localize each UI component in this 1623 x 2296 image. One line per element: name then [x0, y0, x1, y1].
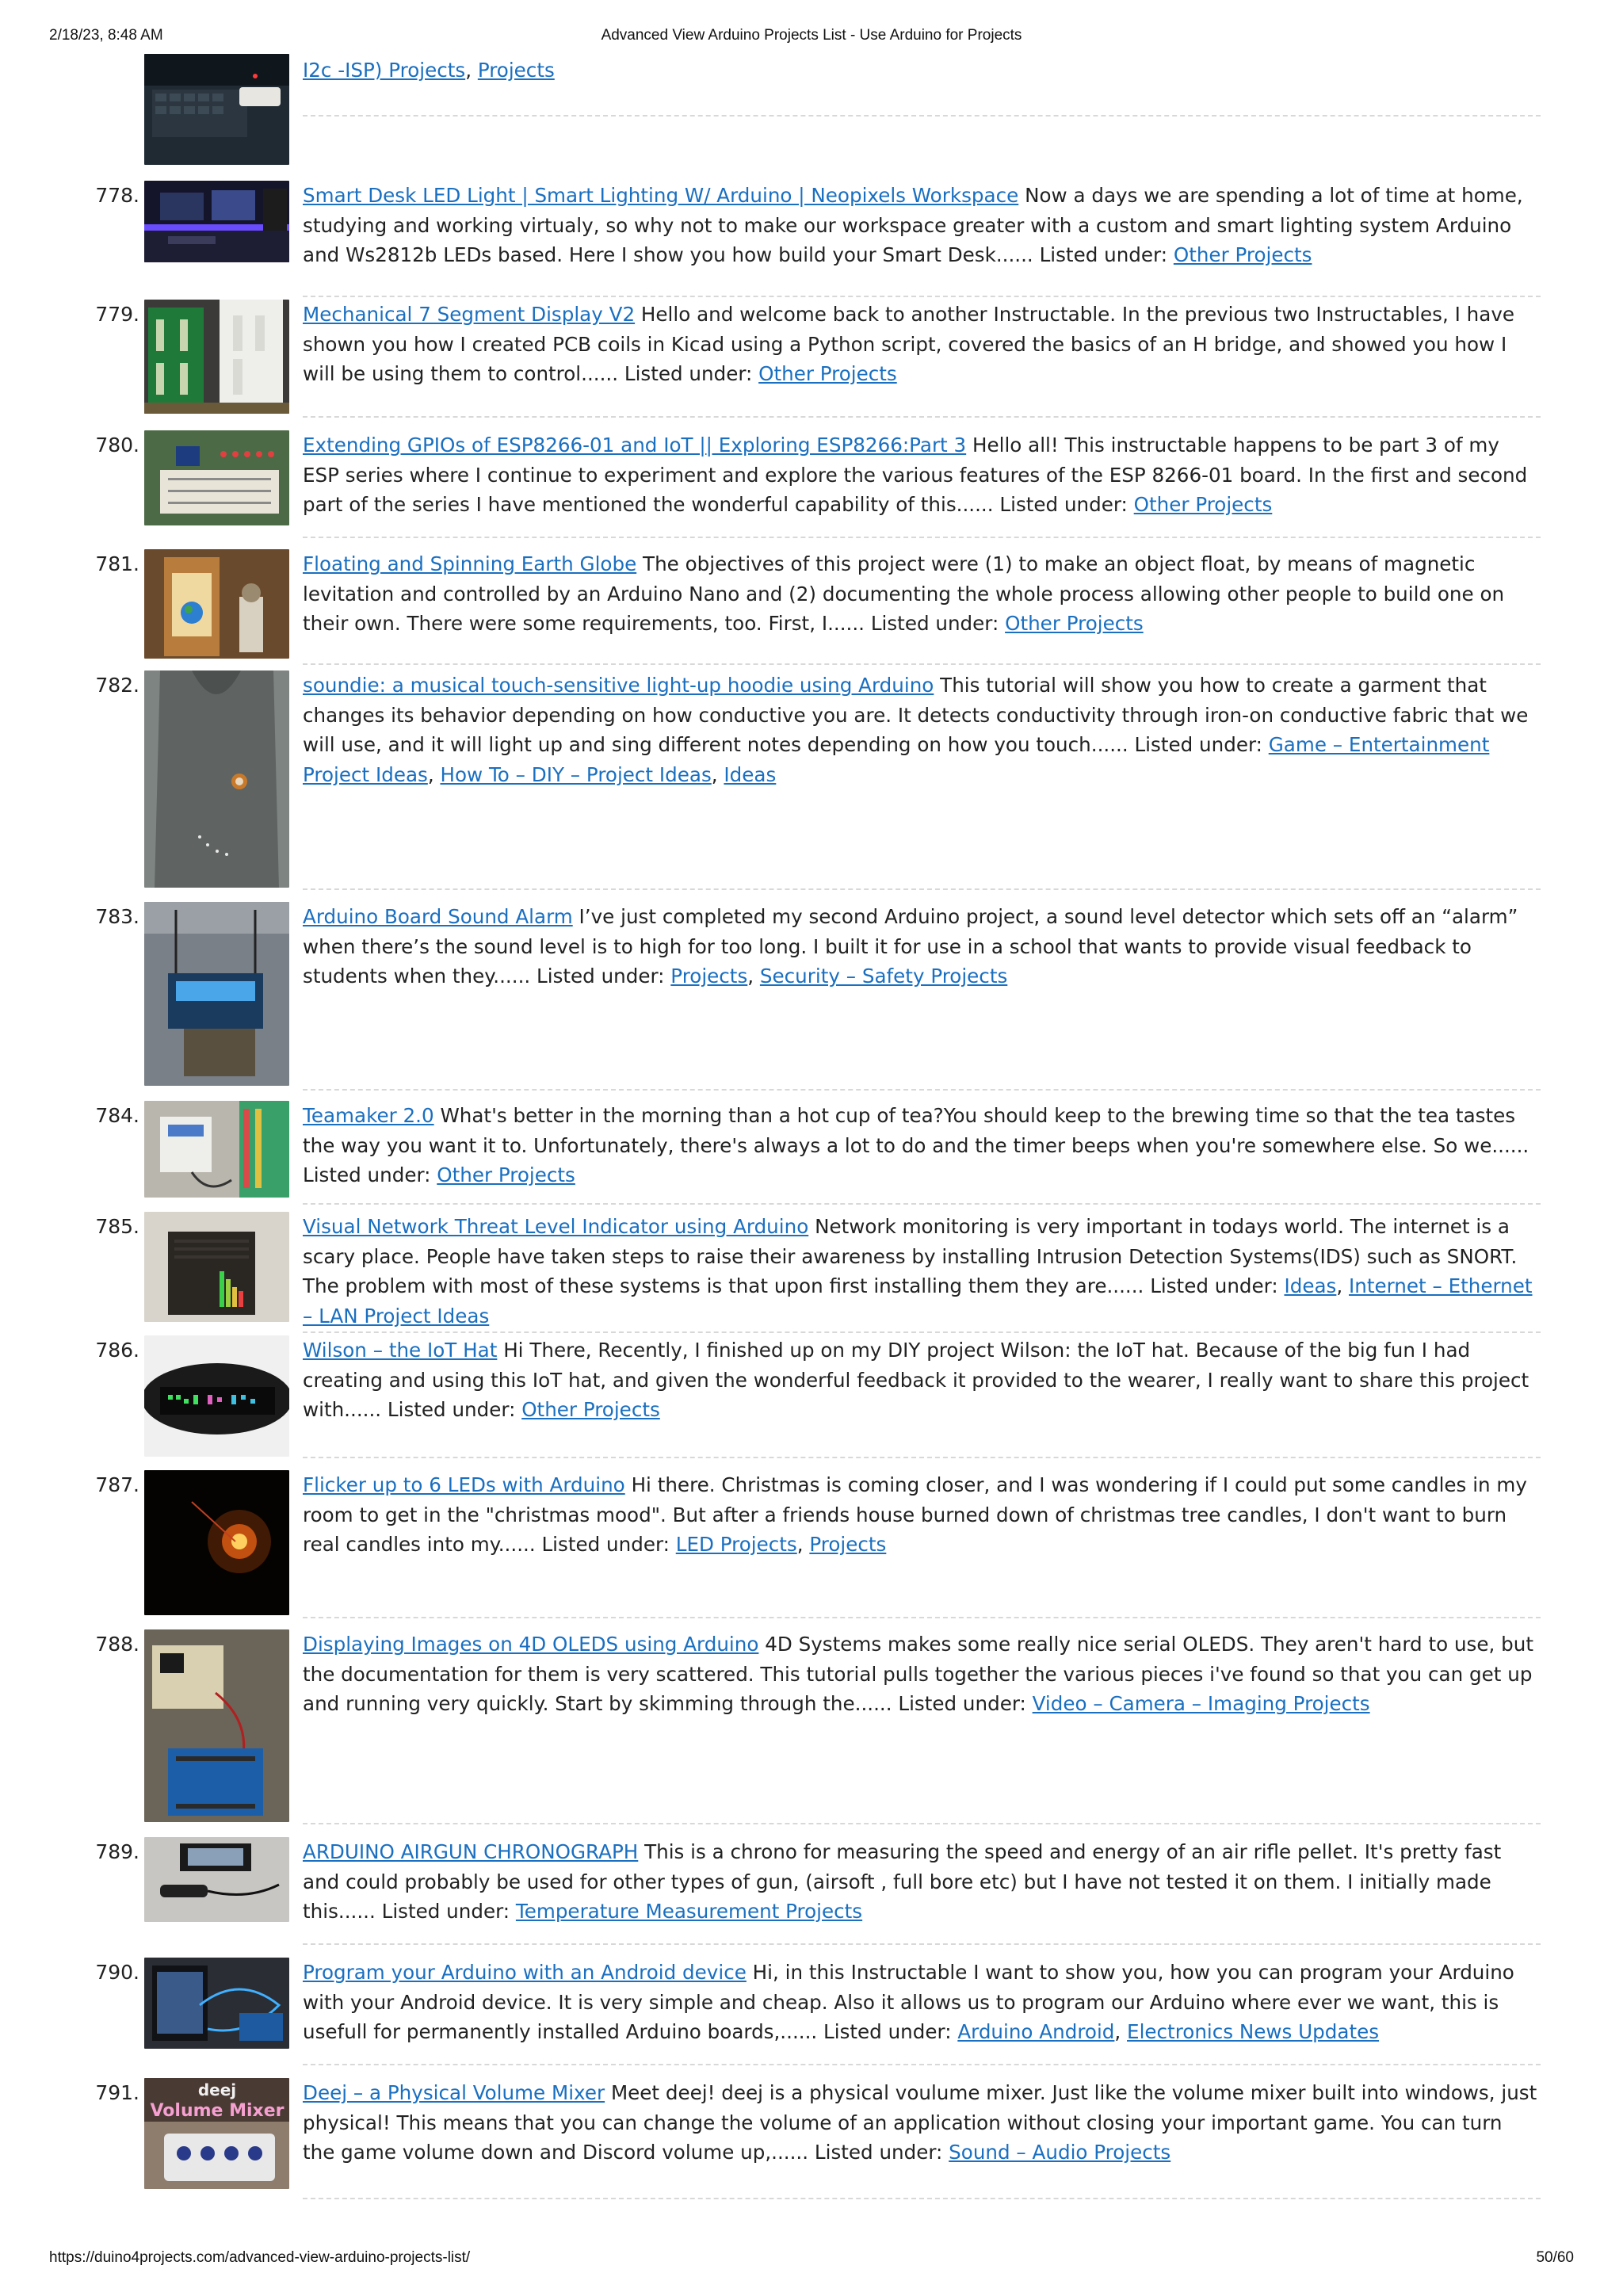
entry-thumbnail[interactable] — [144, 430, 289, 525]
category-link[interactable]: How To – DIY – Project Ideas — [440, 762, 712, 786]
project-description: Hi there. Christmas is coming closer, and I was wondering if I could put some candles in my room to get in the "christmas mood". But after a friends house burned down of christmas tree candles, I don't want to burn real candles into my...... — [303, 1473, 1527, 1556]
entry-text — [303, 300, 1539, 389]
project-photo-image — [144, 1101, 289, 1198]
project-description: Hello and welcome back to another Instructable. In the previous two Instructables, I have shown you how I created PCB coils in Kicad using a Python script, covered the basics of an H bridge, and showed you how I will be using them to control...... — [303, 303, 1515, 385]
category-link[interactable]: Sound – Audio Projects — [949, 2141, 1171, 2164]
project-description: This is a chrono for measuring the speed and energy of an air rifle pellet. It's pretty fast and could probably be used for other types of gun, (airsoft , full bore etc) but I have not tested it on them. I initially made this...... — [303, 1840, 1502, 1923]
entry-text — [303, 549, 1539, 639]
entry-number: 782. — [95, 674, 139, 697]
entry-text: Program your Arduino with an Android device Hi, in this Instructable I want to show you, how you can program your Arduino with your Android device. It is very simple and cheap. Also it allows us to program our Arduino where ever we want, this is usefull for permanently installed Arduino boards,...... Listed under: Arduino Android, Electronics News Updates — [303, 1961, 1514, 2043]
entry-number: 790. — [95, 1961, 139, 1984]
project-title-link[interactable]: Deej – a Physical Volume Mixer — [303, 2081, 605, 2104]
project-photo-image — [144, 2078, 289, 2189]
project-title-link[interactable]: soundie: a musical touch-sensitive light-up hoodie using Arduino — [303, 674, 934, 697]
entry-separator — [303, 1457, 1541, 1458]
project-title-link[interactable]: Smart Desk LED Light | Smart Lighting W/ Arduino | Neopixels Workspace — [303, 184, 1019, 207]
entry-separator — [303, 2198, 1541, 2199]
category-link[interactable]: LED Projects — [675, 1533, 797, 1556]
entry-thumbnail[interactable] — [144, 300, 289, 414]
entry-separator — [303, 115, 1541, 117]
project-title-link[interactable]: Visual Network Threat Level Indicator using Arduino — [303, 1215, 809, 1238]
entry-text — [303, 1335, 1539, 1425]
category-link[interactable]: Other Projects — [1173, 243, 1312, 266]
entry-number: 787. — [95, 1473, 139, 1496]
entry-separator — [303, 1617, 1541, 1618]
entry-thumbnail[interactable] — [144, 181, 289, 262]
entry-number: 779. — [95, 303, 139, 326]
entry-number: 780. — [95, 434, 139, 457]
listed-under-label: Listed under: — [1134, 733, 1262, 756]
category-link[interactable]: Ideas — [724, 762, 777, 786]
entry-text: Visual Network Threat Level Indicator using Arduino Network monitoring is very important in todays world. The internet is a scary place. People have taken steps to raise their awareness by installing Intrusion Detection Systems(IDS) such as SNORT. The problem with most of these systems is that upon first installing them they are...... Listed under: Ideas, Internet – Ethernet – LAN Project Ideas — [303, 1215, 1533, 1328]
category-link[interactable]: Other Projects — [758, 362, 897, 385]
listed-under-label: Listed under: — [387, 1398, 516, 1421]
project-description: The objectives of this project were (1) to make an object float, by means of magnetic levitation and controlled by an Arduino Nano and (2) documenting the whole process allowing other people to build one on their own. There were some requirements, too. First, I...... — [303, 552, 1505, 635]
entry-number: 781. — [95, 552, 139, 575]
listed-under-label: Listed under: — [541, 1533, 670, 1556]
project-title-link[interactable]: Program your Arduino with an Android device — [303, 1961, 747, 1984]
entry-thumbnail[interactable] — [144, 1335, 289, 1457]
entry-number: 788. — [95, 1633, 139, 1656]
entry-thumbnail[interactable] — [144, 2078, 289, 2189]
entry-text — [303, 1629, 1539, 1719]
project-title-link[interactable]: Extending GPIOs of ESP8266-01 and IoT || Exploring ESP8266:Part 3 — [303, 434, 967, 457]
entry-separator — [303, 1943, 1541, 1945]
category-link[interactable]: Other Projects — [521, 1398, 660, 1421]
project-photo-image — [144, 1629, 289, 1822]
listed-under-label: Listed under: — [814, 2141, 943, 2164]
project-description: This tutorial will show you how to create a garment that changes its behavior depending on how conductive you are. It detects conductivity through iron-on conductive fabric that we will use, and it will light up and sing different notes depending on how you touch...... — [303, 674, 1529, 756]
entry-separator — [303, 1089, 1541, 1091]
entry-thumbnail[interactable] — [144, 670, 289, 888]
print-page-title: Advanced View Arduino Projects List - Use Arduino for Projects — [601, 27, 1022, 44]
listed-under-label: Listed under: — [1150, 1274, 1278, 1297]
listed-under-label: Listed under: — [381, 1900, 510, 1923]
listed-under-label: Listed under: — [898, 1692, 1026, 1715]
project-description: Meet deej! deej is a physical voulume mixer. Just like the volume mixer built into windows, just physical! This means that you can change the volume of an application without closing your important game. You can turn the game volume down and Discord volume up,...... — [303, 2081, 1537, 2164]
entry-thumbnail[interactable] — [144, 549, 289, 659]
listed-under-label: Listed under: — [870, 612, 999, 635]
continued-entry — [0, 54, 1623, 165]
entry-text — [303, 2078, 1539, 2168]
keyboard-photo-image — [144, 54, 289, 165]
project-description: I’ve just completed my second Arduino project, a sound level detector which sets off an “alarm” when there’s the sound level is to high for too long. I built it for use in a school that wants to provide visual feedback to students when they...... — [303, 905, 1518, 988]
entry-separator — [303, 416, 1541, 418]
category-link[interactable]: Projects — [670, 965, 748, 988]
entry-thumbnail[interactable] — [144, 1837, 289, 1922]
category-link[interactable]: Arduino Android — [957, 2020, 1115, 2043]
entry-text — [303, 1837, 1539, 1927]
entry-text: soundie: a musical touch-sensitive light-up hoodie using Arduino This tutorial will show you how to create a garment that changes its behavior depending on how conductive you are. It detects conductivity through iron-on conductive fabric that we will use, and it will light up and sing different notes depending on how you touch...... Listed under: Game – Entertainment Project Ideas, How To – DIY – Project Ideas, Ideas — [303, 674, 1529, 786]
project-title-link[interactable]: Wilson – the IoT Hat — [303, 1339, 498, 1362]
category-link[interactable]: I2c -ISP) Projects — [303, 59, 466, 82]
entry-separator — [303, 296, 1541, 297]
entry-separator — [303, 1203, 1541, 1205]
listed-under-label: Listed under: — [537, 965, 665, 988]
category-link[interactable]: Projects — [809, 1533, 887, 1556]
listed-under-label: Listed under: — [624, 362, 753, 385]
entry-text: Flicker up to 6 LEDs with Arduino Hi there. Christmas is coming closer, and I was wondering if I could put some candles in my room to get in the "christmas mood". But after a friends house burned down of christmas tree candles, I don't want to burn real candles into my...... Listed under: LED Projects, Projects — [303, 1473, 1527, 1556]
print-page-url: https://duino4projects.com/advanced-view-arduino-projects-list/ — [49, 2249, 471, 2266]
deej-thumb-title: deej — [197, 2080, 237, 2099]
project-title-link[interactable]: Floating and Spinning Earth Globe — [303, 552, 637, 575]
project-photo-image — [144, 1212, 289, 1322]
entry-text — [303, 181, 1539, 270]
deej-thumb-subtitle: Volume Mixer — [150, 2101, 285, 2121]
entry-thumbnail[interactable] — [144, 1629, 289, 1822]
entry-number: 784. — [95, 1104, 139, 1127]
project-title-link[interactable]: Arduino Board Sound Alarm — [303, 905, 573, 928]
category-link[interactable]: Temperature Measurement Projects — [515, 1900, 863, 1923]
project-title-link[interactable]: Displaying Images on 4D OLEDS using Arduino — [303, 1633, 759, 1656]
entry-separator — [303, 537, 1541, 538]
project-description: Hello all! This instructable happens to be part 3 of my ESP series where I continue to experiment and explore the various features of the ESP 8266-01 board. In the first and second part of the series I have mentioned the wonderful capability of this...... — [303, 434, 1528, 516]
project-title-link[interactable]: Teamaker 2.0 — [303, 1104, 434, 1127]
category-link[interactable]: Other Projects — [1005, 612, 1144, 635]
category-link[interactable]: Game – Entertainment Project Ideas — [303, 733, 1490, 786]
entry-text — [303, 1101, 1539, 1190]
category-link[interactable]: Other Projects — [1133, 493, 1273, 516]
project-photo-image — [144, 1837, 289, 1922]
category-link[interactable]: Projects — [477, 59, 555, 82]
project-photo-image — [144, 902, 289, 1086]
project-description: Hi, in this Instructable I want to show you, how you can program your Arduino with your Android device. It is very simple and cheap. Also it allows us to program our Arduino where ever we want, this is usefull for permanently installed Arduino boards,...... — [303, 1961, 1514, 2043]
entry-thumbnail[interactable] — [144, 1470, 289, 1615]
project-photo-image — [144, 670, 289, 888]
category-link[interactable]: Security – Safety Projects — [759, 965, 1008, 988]
category-link[interactable]: Video – Camera – Imaging Projects — [1032, 1692, 1370, 1715]
project-title-link[interactable]: Mechanical 7 Segment Display V2 — [303, 303, 636, 326]
entry-thumbnail[interactable] — [144, 1212, 289, 1322]
project-description: Network monitoring is very important in todays world. The internet is a scary place. People have taken steps to raise their awareness by installing Intrusion Detection Systems(IDS) such as SNORT. The problem with most of these systems is that upon first installing them they are...... — [303, 1215, 1518, 1297]
entry-separator — [303, 663, 1541, 665]
entry-separator — [303, 1823, 1541, 1824]
entry-number: 791. — [95, 2081, 139, 2104]
project-photo-image — [144, 430, 289, 525]
listed-under-label: Listed under: — [823, 2020, 952, 2043]
entry-thumbnail[interactable] — [144, 1101, 289, 1198]
entry-separator — [303, 888, 1541, 890]
project-photo-image — [144, 1470, 289, 1615]
entry-text — [303, 430, 1539, 520]
category-link[interactable]: Electronics News Updates — [1127, 2020, 1380, 2043]
project-photo-image — [144, 300, 289, 414]
project-description: Now a days we are spending a lot of time at home, studying and working virtualy, so why not to make our workspace greater with a custom and smart lighting system Arduino and Ws2812b LEDs based. Here I show you how build your Smart Desk...... — [303, 184, 1523, 266]
project-description: 4D Systems makes some really nice serial OLEDS. They aren't hard to use, but the documentation for them is very scattered. This tutorial pulls together the various pieces i've found so that you can get up and running very quickly. Start by skimming through the...... — [303, 1633, 1533, 1715]
category-link[interactable]: Other Projects — [437, 1163, 575, 1186]
continued-entry-text: I2c -ISP) Projects, Projects — [303, 59, 555, 82]
continued-entry-thumbnail[interactable] — [144, 54, 289, 165]
project-photo-image — [144, 181, 289, 262]
entry-number: 778. — [95, 184, 139, 207]
entry-thumbnail[interactable] — [144, 1958, 289, 2049]
category-link[interactable]: Internet – Ethernet – LAN Project Ideas — [303, 1274, 1533, 1328]
project-description: Hi There, Recently, I finished up on my DIY project Wilson: the IoT hat. Because of the big fun I had creating and using this IoT hat, and given the wonderful feedback it provided to the wearer, I really want to share this project with...... — [303, 1339, 1529, 1421]
entry-separator — [303, 1331, 1541, 1333]
project-photo-image — [144, 1335, 289, 1457]
category-link[interactable]: Ideas — [1284, 1274, 1337, 1297]
listed-under-label: Listed under: — [303, 1163, 431, 1186]
listed-under-label: Listed under: — [1039, 243, 1168, 266]
print-footer — [0, 2249, 1623, 2273]
entry-number: 785. — [95, 1215, 139, 1238]
project-title-link[interactable]: Flicker up to 6 LEDs with Arduino — [303, 1473, 625, 1496]
project-description: What's better in the morning than a hot cup of tea?You should keep to the brewing time so that the tea tastes the way you want it to. Unfortunately, there's always a lot to do and the timer beeps when you're somewhere else. So we...... — [303, 1104, 1529, 1157]
entry-text: Arduino Board Sound Alarm I’ve just completed my second Arduino project, a sound level detector which sets off an “alarm” when there’s the sound level is to high for too long. I built it for use in a school that wants to provide visual feedback to students when they...... Listed under: Projects, Security – Safety Projects — [303, 905, 1518, 988]
entry-number: 789. — [95, 1840, 139, 1863]
print-header — [0, 27, 1623, 51]
print-page-number: 50/60 — [1536, 2249, 1574, 2266]
project-title-link[interactable]: ARDUINO AIRGUN CHRONOGRAPH — [303, 1840, 639, 1863]
entry-number: 783. — [95, 905, 139, 928]
entry-number: 786. — [95, 1339, 139, 1362]
project-photo-image — [144, 1958, 289, 2049]
print-datetime: 2/18/23, 8:48 AM — [49, 27, 163, 44]
listed-under-label: Listed under: — [999, 493, 1128, 516]
project-photo-image — [144, 549, 289, 659]
entry-separator — [303, 2064, 1541, 2065]
entry-thumbnail[interactable] — [144, 902, 289, 1086]
